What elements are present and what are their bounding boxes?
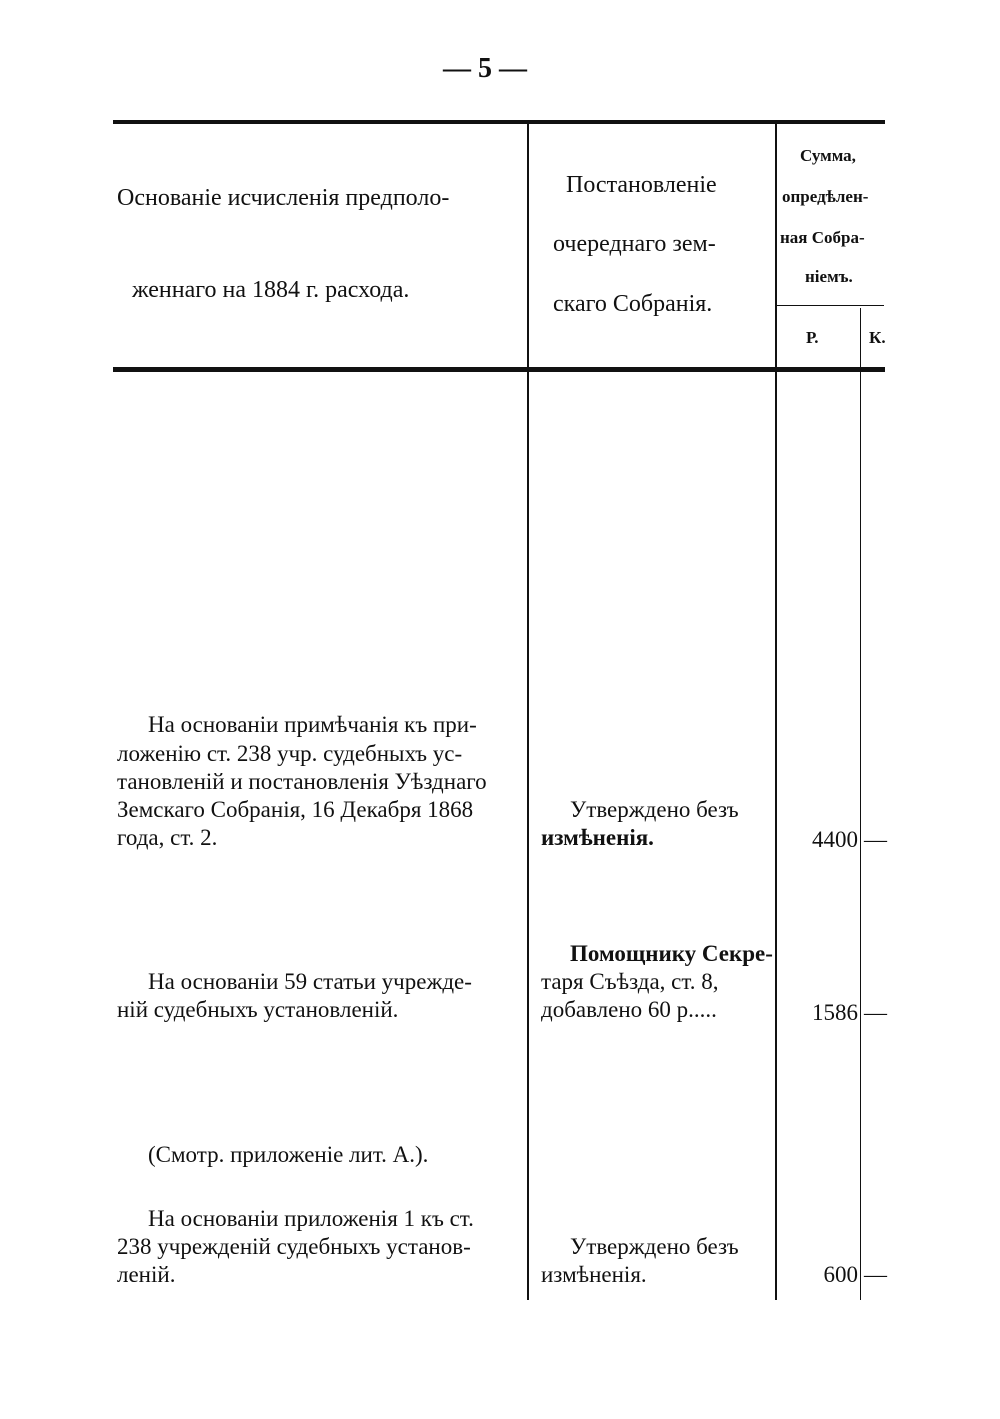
page-number: — 5 — — [443, 53, 527, 84]
header-resolution-line1: Постановленіе — [566, 172, 717, 198]
header-sum-line1: Сумма, — [800, 146, 856, 165]
row2-basis-line2: ній судебныхъ установленій. — [117, 997, 399, 1022]
row4-basis-line2: 238 учрежденій судебныхъ установ- — [117, 1234, 471, 1259]
sum-subheader-rule — [776, 305, 884, 306]
row4-kopecks: — — [864, 1262, 887, 1287]
row4-resolution-line2: измѣненія. — [541, 1262, 647, 1287]
row2-resolution-line2: таря Съѣзда, ст. 8, — [541, 969, 719, 994]
row1-basis-line3: тановленій и постановленія Уѣзднаго — [117, 769, 487, 794]
header-sum-line4: ніемъ. — [805, 267, 853, 286]
row1-resolution-line2: измѣненія. — [541, 825, 654, 850]
row2-resolution-line1: Помощнику Секре- — [570, 941, 773, 966]
row4-basis-line1: На основаніи приложенія 1 къ ст. — [148, 1206, 474, 1231]
row1-rubles: 4400 — [812, 827, 858, 852]
row1-basis-line2: ложенію ст. 238 учр. судебныхъ ус- — [117, 741, 463, 766]
row1-resolution-line1: Утверждено безъ — [570, 797, 739, 822]
header-rubles: Р. — [806, 328, 819, 347]
header-sum-line2: опредѣлен- — [782, 187, 869, 206]
row1-basis-line1: На основаніи примѣчанія къ при- — [148, 712, 477, 737]
row2-rubles: 1586 — [812, 1000, 858, 1025]
row1-basis-line4: Земскаго Собранія, 16 Декабря 1868 — [117, 797, 474, 822]
row1-kopecks: — — [864, 827, 887, 852]
column-divider-1 — [527, 124, 529, 1300]
column-divider-2 — [775, 124, 777, 1300]
header-sum-line3: ная Собра- — [780, 228, 865, 247]
row3-reference: (Смотр. приложеніе лит. А.). — [148, 1142, 429, 1167]
row4-rubles: 600 — [823, 1262, 858, 1287]
header-bottom-rule — [113, 367, 885, 372]
row1-basis-line5: года, ст. 2. — [117, 825, 218, 850]
header-basis-line1: Основаніе исчисленія предполо- — [117, 185, 450, 211]
header-resolution-line3: скаго Собранія. — [553, 291, 713, 317]
row2-resolution-line3: добавлено 60 р..... — [541, 997, 717, 1022]
header-basis-line2: женнаго на 1884 г. расхода. — [132, 277, 410, 303]
column-divider-3 — [860, 308, 861, 1300]
header-kopecks: К. — [869, 328, 886, 347]
row2-basis-line1: На основаніи 59 статьи учрежде- — [148, 969, 472, 994]
row4-basis-line3: леній. — [117, 1262, 176, 1287]
header-resolution-line2: очереднаго зем- — [553, 231, 716, 257]
top-rule — [113, 120, 885, 124]
row4-resolution-line1: Утверждено безъ — [570, 1234, 739, 1259]
row2-kopecks: — — [864, 1000, 887, 1025]
